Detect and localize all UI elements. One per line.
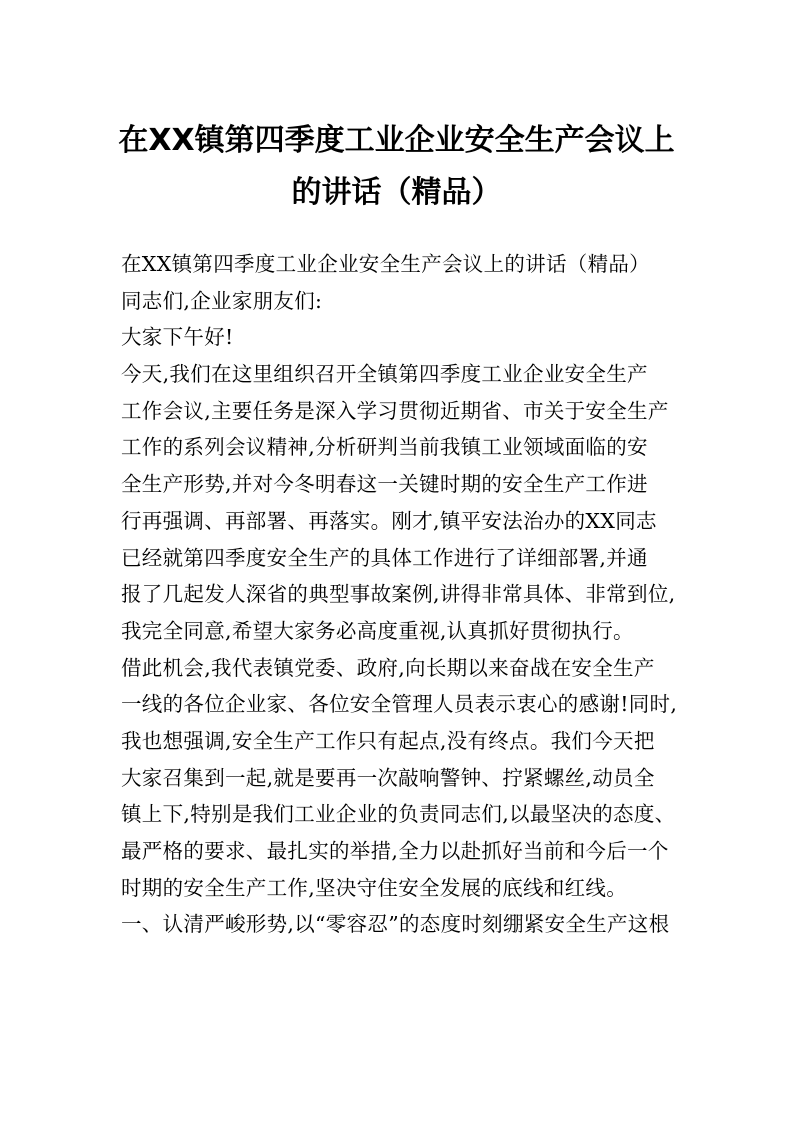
body-line: 工作的系列会议精神,分析研判当前我镇工业领域面临的安 — [121, 435, 648, 460]
document-title-line-1: 在XX镇第四季度工业企业安全生产会议上 — [118, 123, 675, 158]
body-line: 一、认清严峻形势,以“零容忍”的态度时刻绷紧安全生产这根 — [121, 912, 670, 937]
document-body — [121, 246, 681, 943]
body-line: 大家下午好! — [121, 325, 234, 350]
body-line: 行再强调、再部署、再落实。刚才,镇平安法治办的XX同志 — [121, 508, 657, 533]
body-line: 已经就第四季度安全生产的具体工作进行了详细部署,并通 — [121, 545, 648, 570]
document-title-line-2: 的讲话（精品） — [291, 175, 502, 210]
body-line: 我也想强调,安全生产工作只有起点,没有终点。我们今天把 — [121, 728, 655, 753]
body-line: 工作会议,主要任务是深入学习贯彻近期省、市关于安全生产 — [121, 398, 669, 423]
body-line: 全生产形势,并对今冬明春这一关键时期的安全生产工作进 — [121, 472, 648, 497]
body-line: 在XX镇第四季度工业企业安全生产会议上的讲话（精品） — [121, 252, 650, 276]
body-line: 一线的各位企业家、各位安全管理人员表示衷心的感谢!同时, — [121, 692, 678, 717]
body-line: 报了几起发人深省的典型事故案例,讲得非常具体、非常到位, — [121, 582, 676, 607]
body-line: 今天,我们在这里组织召开全镇第四季度工业企业安全生产 — [121, 362, 648, 387]
body-line: 时期的安全生产工作,坚决守住安全发展的底线和红线。 — [121, 875, 628, 900]
body-line: 我完全同意,希望大家务必高度重视,认真抓好贯彻执行。 — [121, 618, 634, 643]
body-line: 同志们,企业家朋友们: — [121, 288, 323, 313]
body-line: 镇上下,特别是我们工业企业的负责同志们,以最坚决的态度、 — [121, 802, 676, 827]
body-line: 最严格的要求、最扎实的举措,全力以赴抓好当前和今后一个 — [121, 839, 669, 863]
body-line: 借此机会,我代表镇党委、政府,向长期以来奋战在安全生产 — [121, 655, 655, 680]
body-line: 大家召集到一起,就是要再一次敲响警钟、拧紧螺丝,动员全 — [121, 765, 655, 790]
